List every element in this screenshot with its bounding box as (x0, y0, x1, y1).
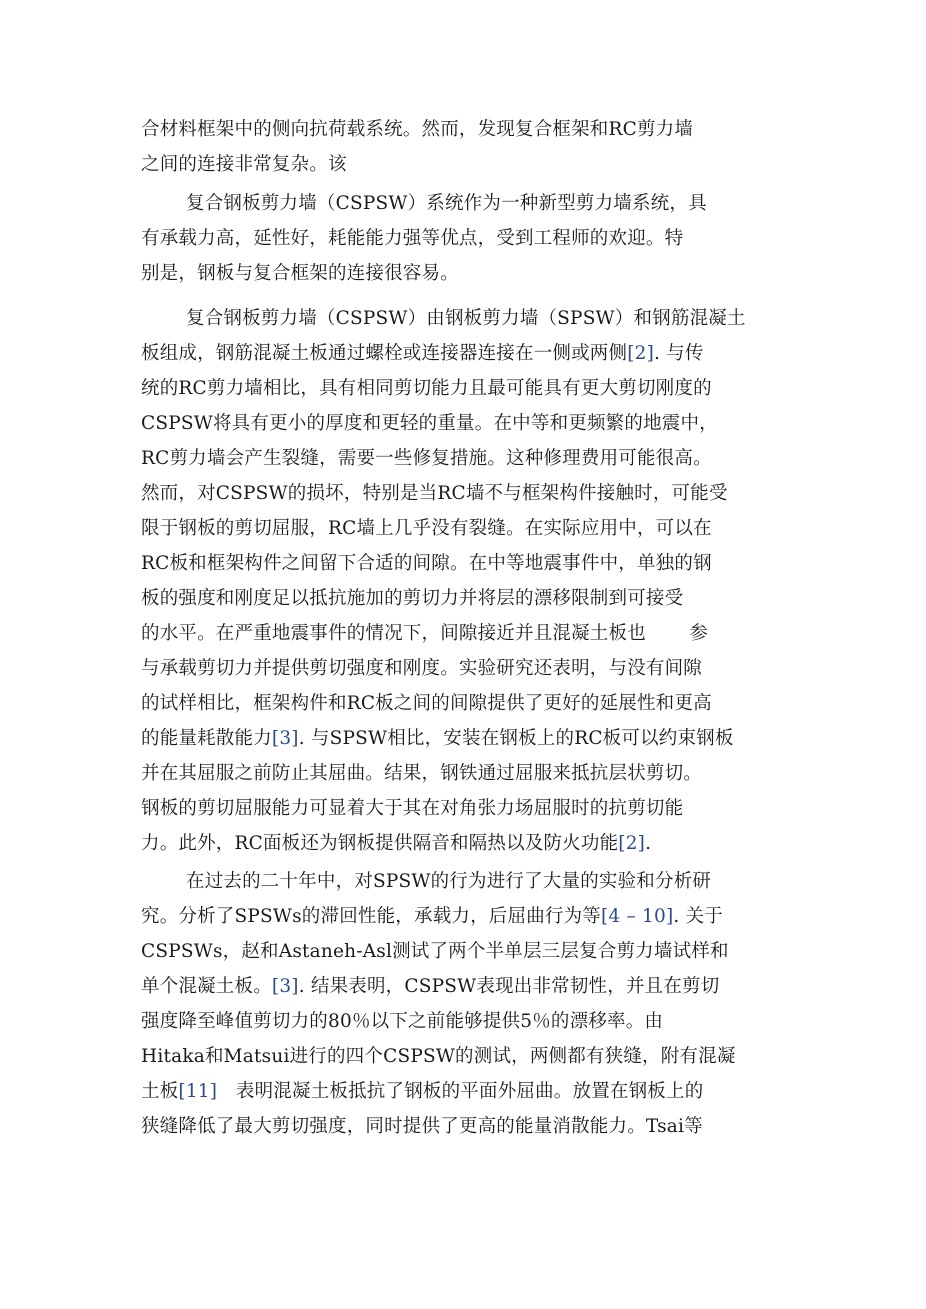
text-line: 别是，钢板与复合框架的连接很容易。 (141, 263, 459, 284)
text-line: CSPSWs，赵和Astaneh-Asl测试了两个半单层三层复合剪力墙试样和 (141, 941, 729, 962)
citation-link[interactable]: [3] (271, 728, 299, 749)
text-line: Hitaka和Matsui进行的四个CSPSW的测试，两侧都有狭缝，附有混凝 (141, 1046, 736, 1067)
text-line: RC板和框架构件之间留下合适的间隙。在中等地震事件中，单独的钢 (141, 553, 712, 574)
citation-link[interactable]: [2] (618, 833, 646, 854)
text-line: 统的RC剪力墙相比，具有相同剪切能力且最可能具有更大剪切刚度的 (141, 378, 712, 399)
citation-link[interactable]: [2] (627, 343, 655, 364)
text-line: 的能量耗散能力[3]. 与SPSW相比，安装在钢板上的RC板可以约束钢板 (141, 728, 734, 749)
citation-link[interactable]: [4 – 10] (601, 906, 674, 927)
text-line: CSPSW将具有更小的厚度和更轻的重量。在中等和更频繁的地震中， (141, 413, 718, 434)
text-line: 力。此外，RC面板还为钢板提供隔音和隔热以及防火功能[2]. (141, 833, 652, 854)
paragraph-start-line: 复合钢板剪力墙（CSPSW）由钢板剪力墙（SPSW）和钢筋混凝土 (186, 308, 746, 329)
text-line: 土板[11] 表明混凝土板抵抗了钢板的平面外屈曲。放置在钢板上的 (141, 1081, 704, 1102)
text-line: 板的强度和刚度足以抵抗施加的剪切力并将层的漂移限制到可接受 (141, 588, 684, 609)
paragraph-start-line: 在过去的二十年中，对SPSW的行为进行了大量的实验和分析研 (186, 871, 712, 892)
text-line: 的试样相比，框架构件和RC板之间的间隙提供了更好的延展性和更高 (141, 693, 712, 714)
citation-link[interactable]: [3] (271, 976, 299, 997)
text-line: 单个混凝土板。[3]. 结果表明，CSPSW表现出非常韧性，并且在剪切 (141, 976, 720, 997)
text-line: 限于钢板的剪切屈服，RC墙上几乎没有裂缝。在实际应用中，可以在 (141, 518, 712, 539)
text-line: 然而，对CSPSW的损坏，特别是当RC墙不与框架构件接触时，可能受 (141, 483, 728, 504)
text-line: RC剪力墙会产生裂缝，需要一些修复措施。这种修理费用可能很高。 (141, 448, 712, 469)
text-line: 并在其屈服之前防止其屈曲。结果，钢铁通过屈服来抵抗层状剪切。 (141, 763, 703, 784)
text-line: 钢板的剪切屈服能力可显着大于其在对角张力场屈服时的抗剪切能 (141, 798, 684, 819)
paragraph-start-line: 复合钢板剪力墙（CSPSW）系统作为一种新型剪力墙系统，具 (186, 193, 707, 214)
text-line: 狭缝降低了最大剪切强度，同时提供了更高的能量消散能力。Tsai等 (141, 1116, 703, 1137)
text-line: 合材料框架中的侧向抗荷载系统。然而，发现复合框架和RC剪力墙 (141, 119, 694, 140)
text-line: 的水平。在严重地震事件的情况下，间隙接近并且混凝土板也 参 (141, 623, 709, 644)
text-line: 与承载剪切力并提供剪切强度和刚度。实验研究还表明，与没有间隙 (141, 658, 703, 679)
citation-link[interactable]: [11] (178, 1081, 218, 1102)
text-line: 强度降至峰值剪切力的80％以下之前能够提供5％的漂移率。由 (141, 1011, 664, 1032)
text-line: 之间的连接非常复杂。该 (141, 154, 347, 175)
text-line: 有承载力高，延性好，耗能能力强等优点，受到工程师的欢迎。特 (141, 228, 684, 249)
text-line: 板组成，钢筋混凝土板通过螺栓或连接器连接在一侧或两侧[2]. 与传 (141, 343, 704, 364)
text-line: 究。分析了SPSWs的滞回性能，承载力，后屈曲行为等[4 – 10]. 关于 (141, 906, 723, 927)
